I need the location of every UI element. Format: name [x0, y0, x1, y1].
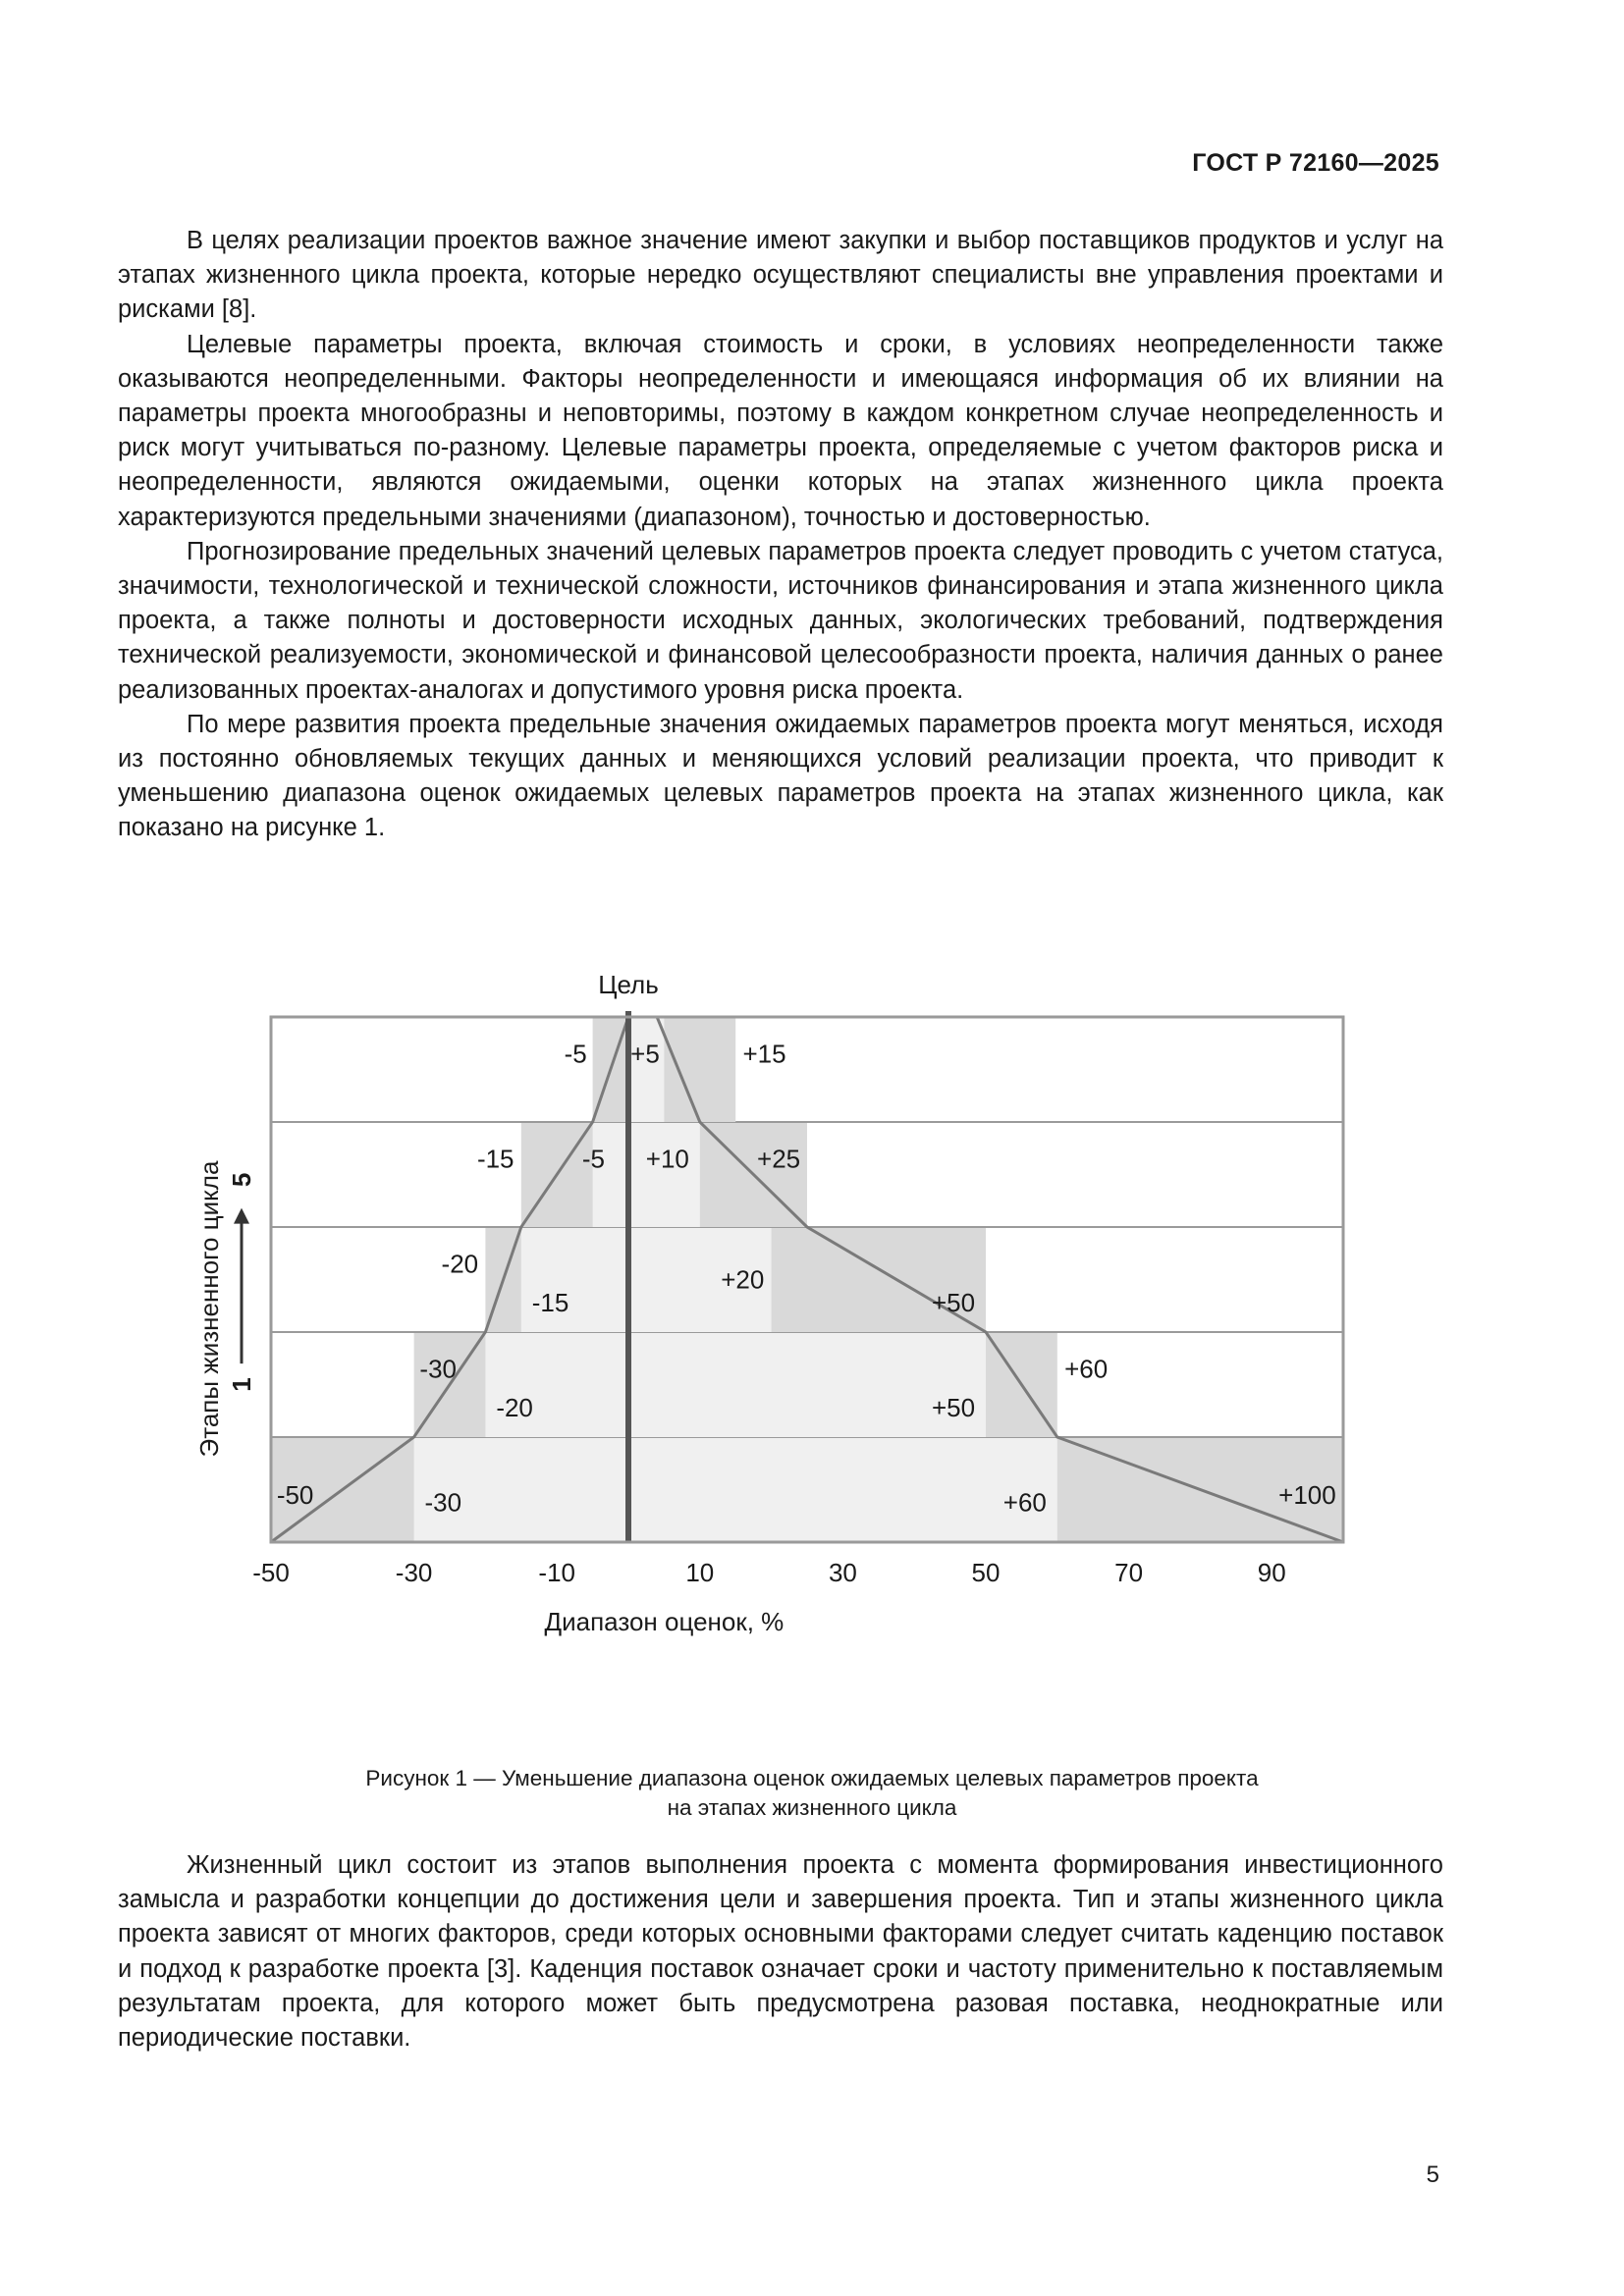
y-arrow-start-label: 1: [227, 1377, 256, 1392]
body-text-bottom: [118, 1848, 1443, 2056]
range-value-label: +60: [1064, 1354, 1109, 1384]
x-tick-label: -30: [395, 1558, 433, 1587]
chart-title: Цель: [598, 970, 659, 999]
document-code: ГОСТ Р 72160—2025: [1192, 149, 1439, 177]
y-axis-arrow: [227, 1173, 256, 1392]
y-arrow-end-label: 5: [227, 1172, 256, 1188]
range-value-label: +10: [645, 1144, 689, 1174]
range-value-label: -30: [419, 1354, 458, 1384]
range-value-label: +100: [1278, 1479, 1336, 1510]
range-value-label: +25: [757, 1144, 801, 1174]
range-value-label: +20: [721, 1264, 765, 1295]
x-axis-ticks: [252, 1558, 1285, 1587]
x-axis-label: Диапазон оценок, %: [544, 1607, 785, 1636]
range-funnel-chart: [177, 952, 1414, 1639]
paragraph: Целевые параметры проекта, включая стоимость и сроки, в условиях неопределенности также оказываются неопределенными. Факторы неопределенности и имеющаяся информация об их влиянии на параметры проекта многообразны и неповторимы, поэтому в каждом конкретном случае неопределенность и риск могут учитываться по-разному. Целевые параметры проекта, определяемые с учетом факторов риска и неопределенности, являются ожидаемыми, оценки которых на этапах жизненного цикла проекта характеризуются предельными значениями (диапазоном), точностью и достоверностью.: [118, 330, 1443, 531]
y-axis-label: Этапы жизненного цикла: [194, 1160, 224, 1458]
range-value-label: -5: [581, 1144, 605, 1174]
paragraph: Прогнозирование предельных значений целевых параметров проекта следует проводить с учетом статуса, значимости, технологической и технической сложности, источников финансирования и этапа жизненного цикла проекта, а также полноты и достоверности исходных данных, экологических требований, подтверждения технической реализуемости, экономической и финансовой целесообразности проекта, наличия данных о ранее реализованных проектах-аналогах и допустимого уровня риска проекта.: [118, 537, 1443, 704]
range-value-label: -50: [276, 1479, 314, 1510]
range-value-label: +50: [931, 1393, 976, 1423]
paragraph: Жизненный цикл состоит из этапов выполнения проекта с момента формирования инвестиционного замысла и разработки концепции до достижения цели и завершения проекта. Тип и этапы жизненного цикла проекта зависят от многих факторов, среди которых основными факторами следует считать каденцию поставок и подход к разработке проекта [3]. Каденция поставок означает сроки и частоту применительно к поставляемым результатам проекта, для которого может быть предусмотрена разовая поставка, неоднократные или периодические поставки.: [118, 1851, 1443, 2053]
page-number: 5: [1426, 2162, 1439, 2188]
range-value-label: -15: [531, 1288, 569, 1318]
body-text-top: [118, 224, 1443, 846]
caption-line: Рисунок 1 — Уменьшение диапазона оценок ожидаемых целевых параметров проекта: [365, 1766, 1259, 1790]
arrow-up-icon: [234, 1208, 249, 1224]
range-value-label: +15: [742, 1039, 786, 1069]
range-value-label: +60: [1002, 1487, 1047, 1518]
inner-range-bar: [628, 1017, 664, 1122]
inner-range-bar: [485, 1332, 986, 1437]
x-tick-label: -10: [538, 1558, 575, 1587]
x-tick-label: 30: [828, 1558, 857, 1587]
x-tick-label: 70: [1114, 1558, 1144, 1587]
inner-range-bar: [593, 1122, 700, 1227]
range-value-label: -15: [476, 1144, 514, 1174]
range-value-label: -20: [496, 1393, 533, 1423]
stage-band: [271, 1017, 1343, 1122]
range-value-label: -5: [564, 1039, 587, 1069]
x-tick-label: 50: [971, 1558, 1001, 1587]
paragraph: По мере развития проекта предельные значения ожидаемых параметров проекта могут меняться, исходя из постоянно обновляемых текущих данных и меняющихся условий реализации проекта, что приводит к уменьшению диапазона оценок ожидаемых целевых параметров проекта на этапах жизненного цикла, как показано на рисунке 1.: [118, 710, 1443, 842]
x-tick-label: 90: [1257, 1558, 1286, 1587]
x-tick-label: 10: [685, 1558, 715, 1587]
figure-caption: [0, 1764, 1624, 1823]
range-value-label: +5: [630, 1039, 660, 1069]
stage-bands: [271, 1017, 1343, 1542]
x-tick-label: -50: [252, 1558, 290, 1587]
range-value-label: -20: [441, 1249, 479, 1279]
paragraph: В целях реализации проектов важное значение имеют закупки и выбор поставщиков продуктов и услуг на этапах жизненного цикла проекта, которые нередко осуществляют специалисты вне управления проектами и рисками [8].: [118, 227, 1443, 324]
caption-line: на этапах жизненного цикла: [667, 1795, 957, 1820]
range-value-label: +50: [931, 1288, 976, 1318]
range-value-label: -30: [424, 1487, 462, 1518]
inner-range-bar: [414, 1437, 1057, 1542]
